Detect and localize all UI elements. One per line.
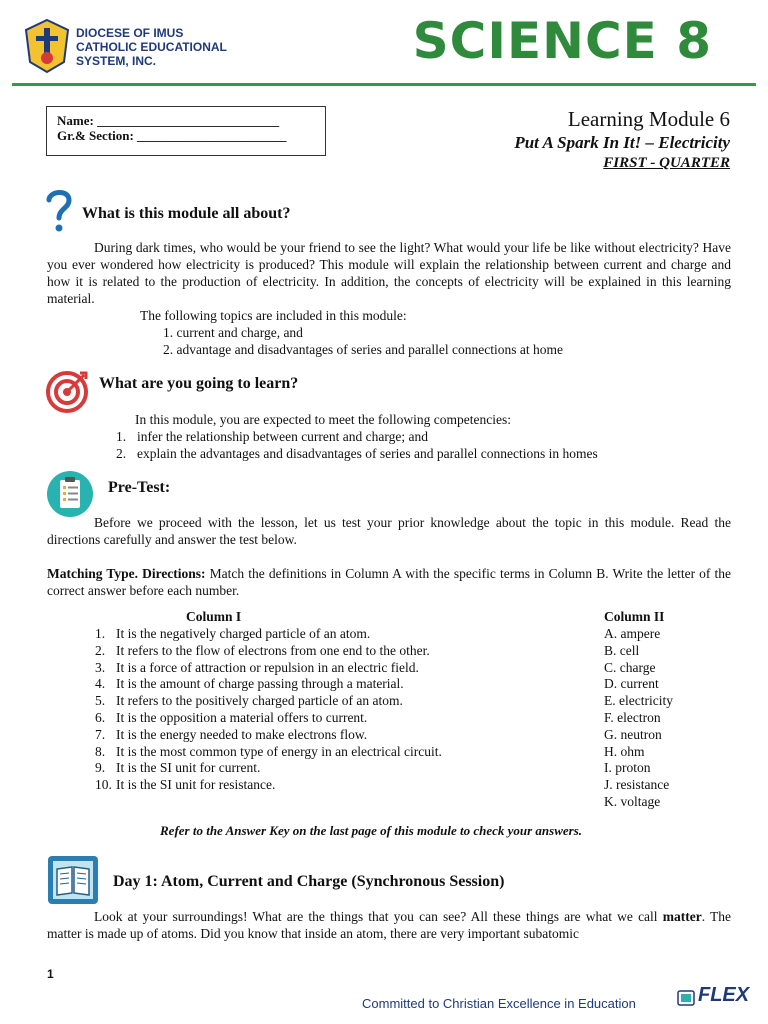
question-list — [95, 626, 575, 794]
learn-heading: What are you going to learn? — [99, 375, 299, 392]
diocese-logo — [22, 18, 72, 79]
answer-item: K. voltage — [604, 793, 661, 809]
answer-item: F. electron — [604, 709, 661, 725]
module-subtitle: Put A Spark In It! – Electricity — [514, 133, 730, 152]
competency-item: 1. infer the relationship between current and charge; and — [116, 429, 429, 444]
student-info-box — [46, 106, 326, 156]
answer-item: C. charge — [604, 659, 656, 675]
topics-intro: The following topics are included in this module: — [140, 308, 407, 323]
shield-crest-icon — [22, 18, 72, 74]
question-item: 9. It is the SI unit for current. — [95, 760, 261, 776]
answer-item: D. current — [604, 676, 659, 692]
module-quarter: FIRST - QUARTER — [603, 155, 730, 171]
question-item: 6. It is the opposition a material offers to current. — [95, 709, 368, 725]
about-heading: What is this module all about? — [82, 205, 291, 222]
flex-logo-text: FLEX — [698, 984, 750, 1006]
day1-paragraph: Look at your surroundings! What are the things that you can see? All these things are what we call matter. The matter is made up of atoms. Did you know that inside an atom, there are very important subatomic — [47, 909, 731, 941]
topic-item: 1. current and charge, and — [163, 325, 303, 340]
question-item: 3. It is a force of attraction or repulsion in an electric field. — [95, 659, 419, 675]
page-number: 1 — [47, 967, 54, 981]
directions-text: Match the definitions in Column A with the specific terms in Column B. Write the letter of the correct answer before each number. — [47, 566, 731, 598]
answer-item: H. ohm — [604, 743, 645, 759]
day1-heading: Day 1: Atom, Current and Charge (Synchronous Session) — [113, 873, 505, 890]
footer-tagline: Committed to Christian Excellence in Education — [362, 996, 636, 1011]
answer-item: G. neutron — [604, 726, 662, 742]
pretest-paragraph: Before we proceed with the lesson, let us test your prior knowledge about the topic in this module. Read the directions carefully and answer the test below. — [47, 515, 731, 547]
column-ii-header: Column II — [604, 609, 665, 624]
question-item: 2. It refers to the flow of electrons from one end to the other. — [95, 642, 430, 658]
subject-title: SCIENCE 8 — [412, 12, 712, 70]
question-item: 5. It refers to the positively charged particle of an atom. — [95, 693, 403, 709]
organization-name: DIOCESE OF IMUS CATHOLIC EDUCATIONAL SYSTEM, INC. — [76, 26, 227, 68]
name-field-label: Name: ____________________________ — [57, 113, 280, 128]
header-divider — [12, 83, 756, 86]
question-mark-icon — [44, 188, 74, 239]
answer-list — [604, 626, 673, 811]
competency-item: 2. explain the advantages and disadvantages of series and parallel connections in homes — [116, 446, 598, 461]
answer-item: J. resistance — [604, 777, 670, 793]
answer-item: B. cell — [604, 642, 640, 658]
column-i-header: Column I — [186, 609, 242, 624]
section-field-label: Gr.& Section: _______________________ — [57, 128, 287, 143]
question-item: 7. It is the energy needed to make electrons flow. — [95, 726, 368, 742]
book-icon — [47, 855, 99, 910]
question-item: 8. It is the most common type of energy in an electrical circuit. — [95, 743, 442, 759]
target-icon — [44, 369, 90, 420]
answer-item: A. ampere — [604, 626, 661, 641]
question-item: 4. It is the amount of charge passing through a material. — [95, 676, 404, 692]
directions-label: Matching Type. Directions: — [47, 566, 206, 581]
answer-key-note: Refer to the Answer Key on the last page of this module to check your answers. — [160, 823, 583, 838]
question-item: 10. It is the SI unit for resistance. — [95, 777, 276, 793]
about-paragraph: During dark times, who would be your friend to see the light? What would your life be like without electricity? Have you ever wondered how electricity is produced? This module will explain the relationship between current and charge and how it is related to the production of electricity. In addition, the concepts of electricity will be explained in this learning material. — [47, 240, 731, 306]
learn-intro: In this module, you are expected to meet the following competencies: — [135, 412, 512, 427]
directions — [47, 565, 731, 599]
topic-item: 2. advantage and disadvantages of series and parallel connections at home — [163, 342, 563, 357]
answer-item: E. electricity — [604, 693, 673, 709]
pretest-heading: Pre-Test: — [108, 479, 171, 496]
module-title: Learning Module 6 — [567, 107, 730, 131]
question-item: 1. It is the negatively charged particle of an atom. — [95, 626, 371, 641]
answer-item: I. proton — [604, 760, 651, 776]
